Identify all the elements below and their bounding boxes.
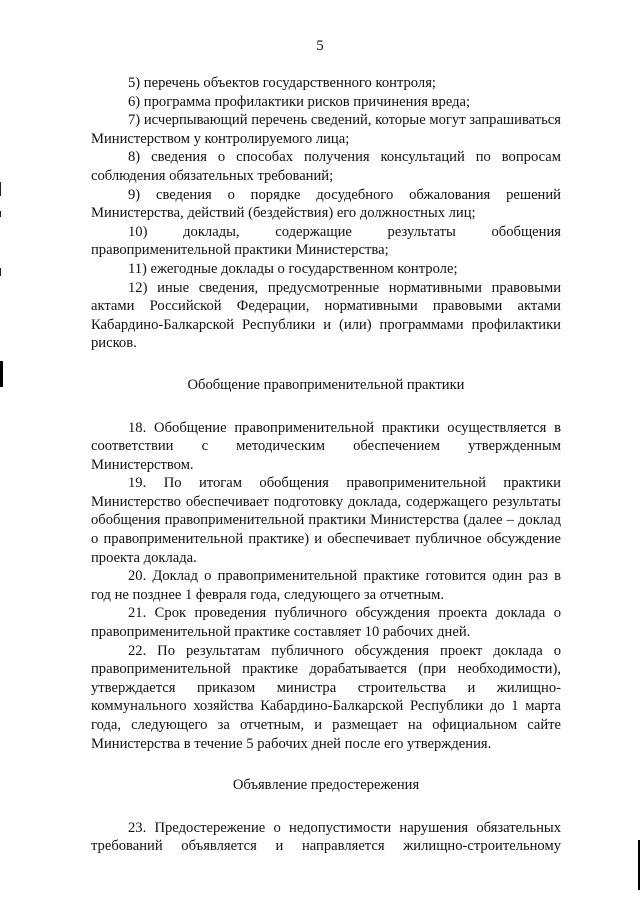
paragraph-23: 23. Предостережение о недопустимости нарушения обязательных требований объявляется и направляется жилищно-строительному xyxy=(91,819,561,855)
paragraph-22: 22. По результатам публичного обсуждения проект доклада о правоприменительной практике дорабатывается (при необходимости), утверждается приказом министра строительства и жилищно-коммунального хозяйства Кабардино-Балкарской Республики до 1 марта года, следующего за отчетным, и размещает на официальном сайте Министерства в течение 5 рабочих дней после его утверждения. xyxy=(91,642,561,752)
document-body xyxy=(91,74,561,856)
scan-edge-mark xyxy=(0,361,3,387)
page-number: 5 xyxy=(316,38,324,54)
paragraph-18: 18. Обобщение правоприменительной практики осуществляется в соответствии с методическим обеспечением утвержденным Министерством. xyxy=(91,419,561,473)
list-item-6: 6) программа профилактики рисков причинения вреда; xyxy=(128,93,471,110)
scan-edge-mark xyxy=(0,211,1,217)
list-item-9: 9) сведения о порядке досудебного обжалования решений Министерства, действий (бездействия) его должностных лиц; xyxy=(91,186,561,222)
paragraph-19: 19. По итогам обобщения правоприменительной практики Министерство обеспечивает подготовку доклада, содержащего результаты обобщения правоприменительной практики Министерства (далее – доклад о правоприменительной практике) и обеспечивает публичное обсуждение проекта доклада. xyxy=(91,475,561,566)
list-item-10: 10) доклады, содержащие результаты обобщения правоприменительной практики Министерства; xyxy=(91,223,561,259)
list-item-12: 12) иные сведения, предусмотренные нормативными правовыми актами Российской Федерации, нормативными правовыми актами Кабардино-Балкарской Республики и (или) программами профилактики рисков. xyxy=(91,279,561,352)
paragraph-21: 21. Срок проведения публичного обсуждения проекта доклада о правоприменительной практике составляет 10 рабочих дней. xyxy=(91,605,561,641)
list-item-5: 5) перечень объектов государственного контроля; xyxy=(128,75,436,91)
list-item-7: 7) исчерпывающий перечень сведений, которые могут запрашиваться Министерством у контролируемого лица; xyxy=(91,112,561,147)
scan-edge-mark xyxy=(0,268,1,276)
paragraph-20: 20. Доклад о правоприменительной практике готовится один раз в год не позднее 1 февраля года, следующего за отчетным. xyxy=(91,568,561,603)
scan-edge-mark xyxy=(0,182,1,196)
section-heading-warning: Объявление предостережения xyxy=(232,777,420,794)
list-item-8: 8) сведения о способах получения консультаций по вопросам соблюдения обязательных требований; xyxy=(91,149,561,184)
section-heading-generalization: Обобщение правоприменительной практики xyxy=(187,376,465,393)
list-item-11: 11) ежегодные доклады о государственном контроле; xyxy=(128,260,458,277)
